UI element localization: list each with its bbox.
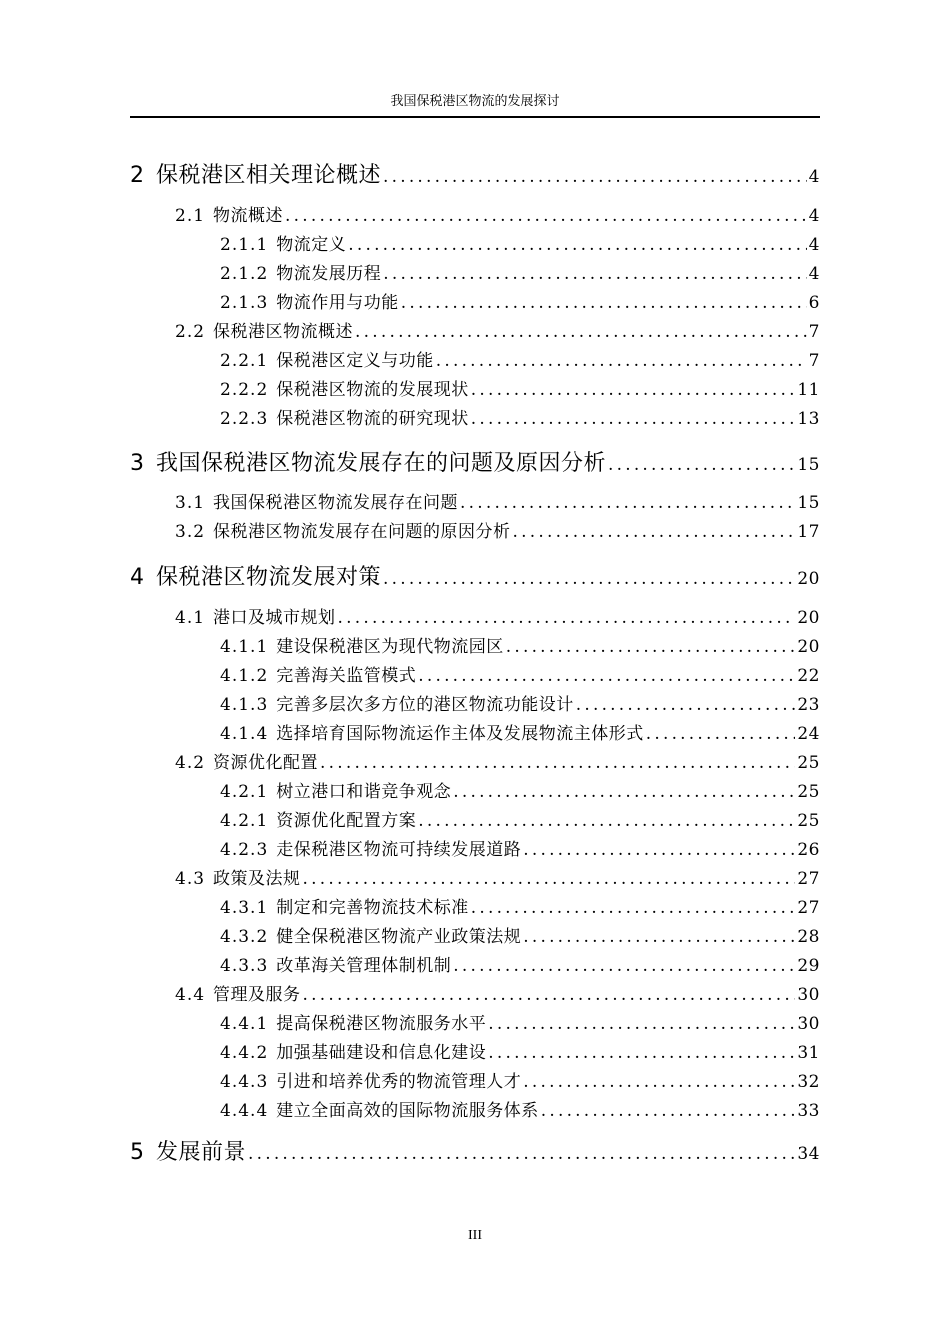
toc-entry-page: 4 [808, 264, 820, 284]
toc-leader-dots [576, 695, 796, 715]
toc-entry-number: 2 [130, 163, 144, 188]
toc-leader-dots [338, 608, 796, 628]
toc-entry-page: 6 [808, 293, 820, 313]
toc-entry-title: 物流定义 [276, 235, 347, 255]
toc-entry-level3 [220, 777, 820, 802]
toc-entry-number: 2.2 [175, 322, 206, 342]
toc-entry-title: 保税港区物流发展存在问题的原因分析 [213, 522, 511, 542]
toc-leader-dots [488, 1014, 795, 1034]
toc-entry-number: 4.1.2 [220, 666, 269, 686]
toc-entry-page: 20 [797, 569, 820, 589]
toc-entry-number: 5 [130, 1140, 144, 1165]
toc-entry-page: 33 [797, 1101, 820, 1121]
toc-entry-page: 25 [797, 811, 820, 831]
toc-entry-level1 [130, 1135, 820, 1166]
toc-leader-dots [383, 167, 807, 187]
toc-entry-number: 4.4.4 [220, 1101, 269, 1121]
toc-entry-number: 4.1.1 [220, 637, 269, 657]
toc-entry-number: 4.1 [175, 608, 206, 628]
running-header: 我国保税港区物流的发展探讨 [390, 94, 560, 109]
toc-entry-page: 7 [808, 322, 820, 342]
toc-leader-dots [401, 293, 807, 313]
toc-leader-dots [471, 898, 796, 918]
toc-entry-level3 [220, 719, 820, 744]
toc-entry-page: 4 [808, 206, 820, 226]
toc-entry-level2 [175, 517, 820, 542]
toc-entry-title: 保税港区定义与功能 [276, 351, 434, 371]
toc-entry-number: 2.1.1 [220, 235, 269, 255]
toc-entry-level3 [220, 922, 820, 947]
toc-entry-level3 [220, 1038, 820, 1063]
toc-leader-dots [303, 985, 796, 1005]
toc-entry-number: 3.1 [175, 493, 206, 513]
toc-entry-page: 26 [797, 840, 820, 860]
toc-leader-dots [285, 206, 807, 226]
toc-leader-dots [523, 840, 795, 860]
toc-entry-page: 32 [797, 1072, 820, 1092]
toc-leader-dots [453, 956, 795, 976]
toc-entry-number: 2.1.3 [220, 293, 269, 313]
toc-entry-number: 4 [130, 565, 144, 590]
toc-entry-page: 27 [797, 898, 820, 918]
toc-entry-number: 4.1.4 [220, 724, 269, 744]
toc-entry-level3 [220, 661, 820, 686]
toc-entry-level3 [220, 1009, 820, 1034]
toc-entry-title: 物流作用与功能 [276, 293, 399, 313]
toc-entry-title: 发展前景 [156, 1140, 247, 1165]
toc-entry-title: 树立港口和谐竞争观念 [276, 782, 452, 802]
toc-entry-page: 11 [797, 380, 820, 400]
toc-entry-page: 20 [797, 637, 820, 657]
toc-entry-level3 [220, 288, 820, 313]
toc-entry-level1 [130, 446, 820, 477]
toc-leader-dots [513, 522, 796, 542]
toc-entry-number: 4.4.2 [220, 1043, 269, 1063]
toc-leader-dots [355, 322, 807, 342]
toc-leader-dots [506, 637, 796, 657]
toc-leader-dots [488, 1043, 795, 1063]
toc-leader-dots [383, 569, 795, 589]
toc-entry-level1 [130, 560, 820, 591]
toc-entry-page: 34 [797, 1144, 820, 1164]
toc-entry-title: 物流概述 [213, 206, 284, 226]
toc-entry-page: 15 [797, 455, 820, 475]
toc-entry-title: 资源优化配置 [213, 753, 319, 773]
toc-entry-level3 [220, 951, 820, 976]
toc-entry-page: 30 [797, 985, 820, 1005]
toc-entry-number: 2.2.1 [220, 351, 269, 371]
toc-entry-level1 [130, 158, 820, 189]
toc-entry-level3 [220, 690, 820, 715]
toc-entry-level3 [220, 806, 820, 831]
toc-leader-dots [608, 455, 795, 475]
toc-leader-dots [541, 1101, 796, 1121]
toc-entry-level2 [175, 317, 820, 342]
toc-entry-level2 [175, 603, 820, 628]
toc-entry-title: 保税港区物流概述 [213, 322, 354, 342]
toc-leader-dots [303, 869, 796, 889]
toc-entry-page: 31 [797, 1043, 820, 1063]
toc-entry-page: 25 [797, 753, 820, 773]
toc-entry-title: 走保税港区物流可持续发展道路 [276, 840, 522, 860]
toc-entry-page: 22 [797, 666, 820, 686]
toc-entry-page: 23 [797, 695, 820, 715]
toc-leader-dots [418, 666, 795, 686]
toc-entry-title: 改革海关管理体制机制 [276, 956, 452, 976]
toc-entry-title: 健全保税港区物流产业政策法规 [276, 927, 522, 947]
toc-entry-title: 保税港区物流的研究现状 [276, 409, 469, 429]
toc-entry-number: 2.1 [175, 206, 206, 226]
toc-entry-number: 4.4.1 [220, 1014, 269, 1034]
toc-entry-level2 [175, 748, 820, 773]
toc-entry-page: 25 [797, 782, 820, 802]
toc-entry-level3 [220, 893, 820, 918]
toc-entry-number: 4.3 [175, 869, 206, 889]
toc-entry-level3 [220, 375, 820, 400]
toc-entry-page: 20 [797, 608, 820, 628]
toc-leader-dots [460, 493, 795, 513]
toc-entry-title: 完善海关监管模式 [276, 666, 417, 686]
toc-entry-level3 [220, 230, 820, 255]
toc-entry-title: 物流发展历程 [276, 264, 382, 284]
toc-entry-number: 4.3.3 [220, 956, 269, 976]
toc-entry-level2 [175, 488, 820, 513]
toc-leader-dots [436, 351, 807, 371]
toc-entry-page: 17 [797, 522, 820, 542]
toc-entry-number: 2.2.3 [220, 409, 269, 429]
toc-entry-number: 3 [130, 451, 144, 476]
toc-entry-level3 [220, 346, 820, 371]
toc-entry-number: 4.2 [175, 753, 206, 773]
toc-entry-title: 政策及法规 [213, 869, 301, 889]
toc-entry-number: 4.4 [175, 985, 206, 1005]
toc-entry-title: 引进和培养优秀的物流管理人才 [276, 1072, 522, 1092]
toc-entry-number: 2.2.2 [220, 380, 269, 400]
toc-leader-dots [471, 409, 796, 429]
toc-entry-number: 4.2.3 [220, 840, 269, 860]
toc-entry-level3 [220, 1096, 820, 1121]
toc-entry-title: 保税港区物流的发展现状 [276, 380, 469, 400]
toc-leader-dots [471, 380, 796, 400]
toc-entry-level3 [220, 1067, 820, 1092]
toc-entry-level3 [220, 632, 820, 657]
toc-entry-title: 我国保税港区物流发展存在问题 [213, 493, 459, 513]
toc-entry-title: 保税港区物流发展对策 [156, 565, 382, 590]
toc-entry-title: 加强基础建设和信息化建设 [276, 1043, 487, 1063]
toc-entry-title: 建设保税港区为现代物流园区 [276, 637, 504, 657]
toc-leader-dots [418, 811, 795, 831]
toc-entry-page: 24 [797, 724, 820, 744]
toc-entry-page: 27 [797, 869, 820, 889]
toc-entry-title: 港口及城市规划 [213, 608, 336, 628]
toc-entry-level3 [220, 835, 820, 860]
toc-entry-number: 4.3.1 [220, 898, 269, 918]
toc-leader-dots [453, 782, 795, 802]
toc-entry-number: 2.1.2 [220, 264, 269, 284]
toc-entry-title: 保税港区相关理论概述 [156, 163, 382, 188]
toc-entry-title: 提高保税港区物流服务水平 [276, 1014, 487, 1034]
toc-entry-title: 资源优化配置方案 [276, 811, 417, 831]
toc-entry-level3 [220, 259, 820, 284]
toc-entry-number: 4.1.3 [220, 695, 269, 715]
toc-entry-number: 4.2.1 [220, 811, 269, 831]
toc-entry-title: 建立全面高效的国际物流服务体系 [276, 1101, 539, 1121]
toc-entry-page: 28 [797, 927, 820, 947]
toc-entry-number: 4.2.1 [220, 782, 269, 802]
toc-entry-page: 13 [797, 409, 820, 429]
toc-entry-page: 30 [797, 1014, 820, 1034]
toc-leader-dots [320, 753, 795, 773]
toc-entry-page: 15 [797, 493, 820, 513]
toc-entry-number: 4.4.3 [220, 1072, 269, 1092]
toc-entry-level2 [175, 201, 820, 226]
toc-leader-dots [646, 724, 796, 744]
toc-entry-title: 制定和完善物流技术标准 [276, 898, 469, 918]
toc-entry-title: 我国保税港区物流发展存在的问题及原因分析 [156, 451, 607, 476]
toc-entry-level2 [175, 864, 820, 889]
toc-entry-page: 4 [808, 235, 820, 255]
toc-leader-dots [248, 1144, 795, 1164]
toc-leader-dots [523, 927, 795, 947]
toc-entry-number: 3.2 [175, 522, 206, 542]
toc-entry-level3 [220, 404, 820, 429]
toc-leader-dots [348, 235, 806, 255]
page-number: III [468, 1228, 482, 1243]
toc-leader-dots [523, 1072, 795, 1092]
toc-entry-page: 7 [808, 351, 820, 371]
toc-leader-dots [383, 264, 806, 284]
toc-entry-title: 管理及服务 [213, 985, 301, 1005]
toc-entry-page: 29 [797, 956, 820, 976]
toc-entry-number: 4.3.2 [220, 927, 269, 947]
toc-entry-title: 选择培育国际物流运作主体及发展物流主体形式 [276, 724, 644, 744]
toc-entry-page: 4 [808, 167, 820, 187]
toc-entry-level2 [175, 980, 820, 1005]
toc-entry-title: 完善多层次多方位的港区物流功能设计 [276, 695, 574, 715]
